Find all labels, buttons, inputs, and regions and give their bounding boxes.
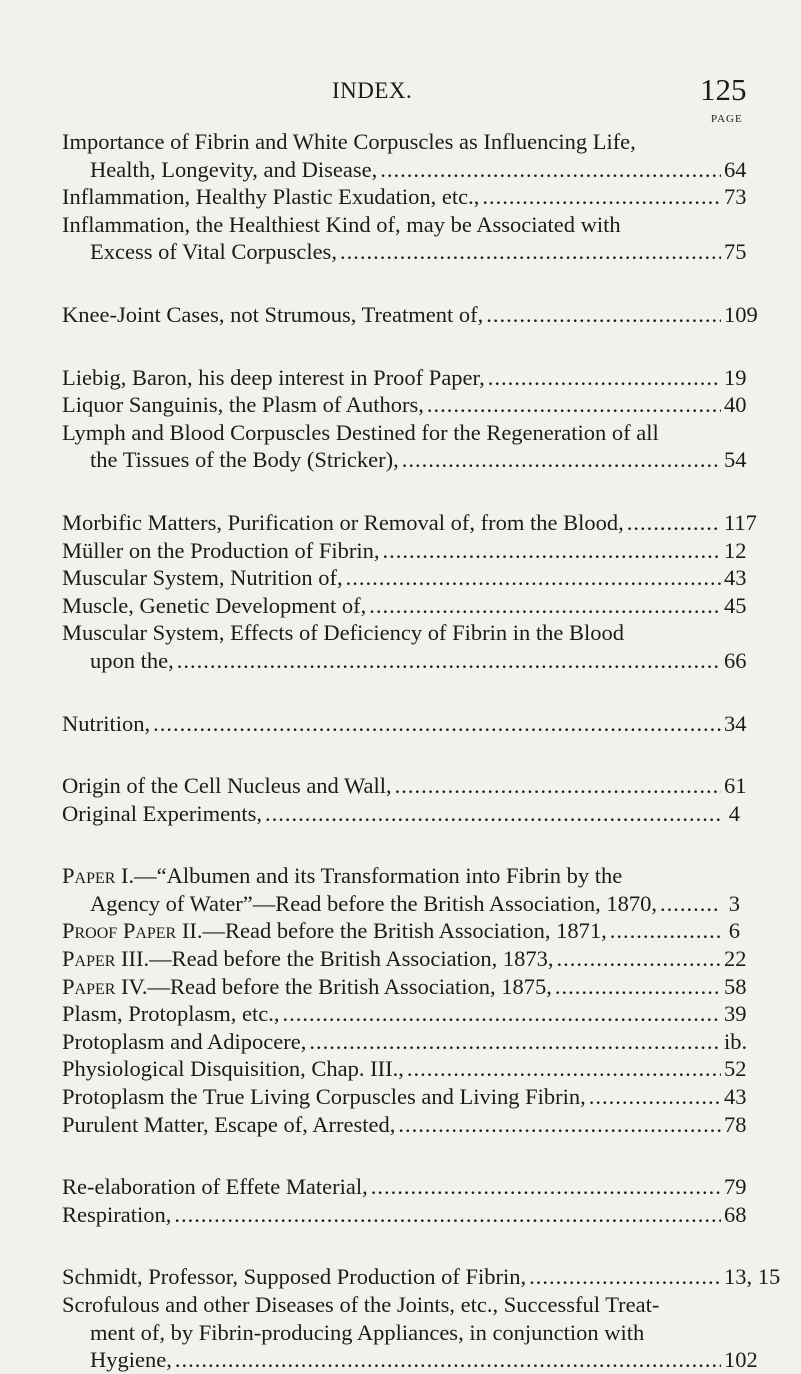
entry-line bbox=[62, 973, 747, 1001]
entry-page-number: 6 bbox=[728, 918, 740, 944]
entry-line bbox=[62, 391, 747, 419]
entry-page-number: 75 bbox=[724, 239, 747, 265]
entry-text: Muscular System, Nutrition of, bbox=[62, 565, 343, 591]
entry-text: Purulent Matter, Escape of, Arrested, bbox=[62, 1111, 396, 1137]
entry-line bbox=[62, 1346, 758, 1374]
entry-line bbox=[62, 772, 747, 800]
dot-leader bbox=[407, 1055, 721, 1083]
header-title: INDEX. bbox=[332, 78, 413, 103]
group-gap bbox=[62, 1138, 740, 1173]
index-entry bbox=[62, 1291, 758, 1374]
entry-line bbox=[62, 537, 747, 565]
entry-text: Liquor Sanguinis, the Plasm of Authors, bbox=[62, 392, 424, 418]
entry-page-number: 3 bbox=[728, 890, 740, 916]
index-entry bbox=[62, 800, 740, 828]
entry-line bbox=[62, 1173, 747, 1201]
entry-text: Respiration, bbox=[62, 1201, 172, 1227]
dot-leader bbox=[346, 564, 721, 592]
entry-page-number: ib. bbox=[724, 1028, 748, 1054]
entry-text: Nutrition, bbox=[62, 710, 151, 736]
entry-line bbox=[62, 156, 747, 184]
group-gap bbox=[62, 737, 740, 772]
group-gap bbox=[62, 827, 740, 862]
entry-text: Paper I.—“Albumen and its Transformation into Fibrin by the bbox=[62, 863, 623, 889]
entry-text: Original Experiments, bbox=[62, 800, 262, 826]
entry-line bbox=[62, 1028, 748, 1056]
entry-text: Protoplasm and Adipocere, bbox=[62, 1028, 307, 1054]
entry-line bbox=[62, 1319, 740, 1347]
dot-leader bbox=[174, 1201, 721, 1229]
index-entry bbox=[62, 1000, 747, 1028]
index-entry bbox=[62, 1111, 747, 1139]
entry-text: Knee-Joint Cases, not Strumous, Treatment of, bbox=[62, 301, 484, 327]
entry-page-number: 102 bbox=[724, 1347, 758, 1373]
entry-text: Müller on the Production of Fibrin, bbox=[62, 537, 380, 563]
dot-leader bbox=[309, 1028, 721, 1056]
index-group bbox=[62, 509, 757, 675]
index-group bbox=[62, 128, 747, 266]
entry-text: Protoplasm the True Living Corpuscles and Living Fibrin, bbox=[62, 1084, 586, 1110]
entry-page-number: 68 bbox=[724, 1201, 747, 1227]
dot-leader bbox=[589, 1083, 721, 1111]
entry-line bbox=[62, 1083, 747, 1111]
dot-leader bbox=[265, 800, 721, 828]
entry-line bbox=[62, 1111, 747, 1139]
dot-leader bbox=[627, 509, 721, 537]
entry-line bbox=[62, 592, 747, 620]
index-entry bbox=[62, 1173, 747, 1201]
group-gap bbox=[62, 675, 740, 710]
entry-line bbox=[62, 128, 740, 156]
entry-line bbox=[62, 509, 757, 537]
index-entry bbox=[62, 1263, 781, 1291]
dot-leader bbox=[488, 364, 721, 392]
entry-page-number: 66 bbox=[724, 647, 747, 673]
entry-page-number: 45 bbox=[724, 592, 747, 618]
dot-leader bbox=[398, 1111, 721, 1139]
entry-text: Paper III.—Read before the British Association, 1873, bbox=[62, 946, 554, 972]
entry-page-number: 4 bbox=[728, 800, 740, 826]
entry-line bbox=[62, 564, 747, 592]
entry-text: Paper IV.—Read before the British Association, 1875, bbox=[62, 973, 552, 999]
dot-leader bbox=[283, 1000, 722, 1028]
entry-line bbox=[62, 1055, 747, 1083]
entry-page-number: 19 bbox=[724, 364, 747, 390]
entry-page-number: 109 bbox=[724, 301, 758, 327]
entry-line bbox=[62, 301, 758, 329]
entry-line bbox=[62, 419, 740, 447]
index-group bbox=[62, 772, 747, 827]
dot-leader bbox=[610, 917, 721, 945]
dot-leader bbox=[175, 1346, 721, 1374]
index-entry bbox=[62, 973, 747, 1001]
entry-page-number: 73 bbox=[724, 184, 747, 210]
entry-text: upon the, bbox=[90, 647, 174, 673]
dot-leader bbox=[380, 156, 721, 184]
entry-page-number: 54 bbox=[724, 447, 747, 473]
index-entry bbox=[62, 564, 747, 592]
index-entry bbox=[62, 1201, 747, 1229]
entry-page-number: 61 bbox=[724, 773, 747, 799]
index-entry bbox=[62, 419, 747, 474]
entry-text: Inflammation, the Healthiest Kind of, may be Associated with bbox=[62, 211, 621, 237]
entry-text: Importance of Fibrin and White Corpuscles as Influencing Life, bbox=[62, 129, 636, 154]
entry-page-number: 34 bbox=[724, 710, 747, 736]
index-entry bbox=[62, 509, 757, 537]
entry-page-number: 40 bbox=[724, 392, 747, 418]
index-entry bbox=[62, 1028, 748, 1056]
entry-text: Muscular System, Effects of Deficiency of Fibrin in the Blood bbox=[62, 620, 624, 646]
index-group bbox=[62, 1173, 747, 1228]
group-gap bbox=[62, 474, 740, 509]
dot-leader bbox=[427, 391, 721, 419]
entry-text: Scrofulous and other Diseases of the Joints, etc., Successful Treat- bbox=[62, 1292, 660, 1317]
index-entry bbox=[62, 128, 747, 183]
entry-text: Origin of the Cell Nucleus and Wall, bbox=[62, 773, 392, 799]
entry-line bbox=[62, 800, 740, 828]
index-entry bbox=[62, 619, 747, 674]
entry-line bbox=[62, 862, 740, 890]
dot-leader bbox=[340, 238, 721, 266]
page-column-label: PAGE bbox=[711, 113, 743, 125]
running-header bbox=[0, 72, 801, 110]
entry-line bbox=[62, 446, 747, 474]
index-entry bbox=[62, 917, 740, 945]
group-gap bbox=[62, 329, 740, 364]
entry-line bbox=[62, 183, 747, 211]
entry-page-number: 13, 15 bbox=[724, 1264, 781, 1290]
entry-text: Excess of Vital Corpuscles, bbox=[90, 239, 337, 265]
dot-leader bbox=[153, 710, 721, 738]
index-entry bbox=[62, 710, 747, 738]
index-entry bbox=[62, 537, 747, 565]
entry-line bbox=[62, 1000, 747, 1028]
entry-text: Lymph and Blood Corpuscles Destined for the Regeneration of all bbox=[62, 419, 659, 445]
dot-leader bbox=[482, 183, 721, 211]
dot-leader bbox=[555, 973, 721, 1001]
entry-text: Morbific Matters, Purification or Removal of, from the Blood, bbox=[62, 509, 624, 535]
entry-text: Hygiene, bbox=[90, 1347, 172, 1373]
dot-leader bbox=[382, 537, 721, 565]
entry-text: ment of, by Fibrin-producing Appliances, in conjunction with bbox=[90, 1319, 645, 1345]
entry-line bbox=[62, 364, 747, 392]
entry-page-number: 58 bbox=[724, 973, 747, 999]
index-entry bbox=[62, 301, 758, 329]
dot-leader bbox=[556, 945, 721, 973]
entry-line bbox=[62, 890, 740, 918]
group-gap bbox=[62, 266, 740, 301]
entry-text: Inflammation, Healthy Plastic Exudation, etc., bbox=[62, 184, 480, 210]
entry-line bbox=[62, 945, 747, 973]
entry-text: Muscle, Genetic Development of, bbox=[62, 592, 367, 618]
entry-text: Re-elaboration of Effete Material, bbox=[62, 1174, 368, 1200]
index-group bbox=[62, 710, 747, 738]
entry-page-number: 22 bbox=[724, 946, 747, 972]
dot-leader bbox=[177, 647, 721, 675]
header-page-number: 125 bbox=[700, 72, 747, 107]
dot-leader bbox=[371, 1173, 721, 1201]
entry-text: Physiological Disquisition, Chap. III., bbox=[62, 1056, 404, 1082]
index-group bbox=[62, 364, 747, 474]
index-group bbox=[62, 301, 758, 329]
entry-page-number: 39 bbox=[724, 1001, 747, 1027]
index-entry bbox=[62, 945, 747, 973]
entry-page-number: 43 bbox=[724, 1084, 747, 1110]
index-group bbox=[62, 1263, 781, 1373]
entry-line bbox=[62, 211, 740, 239]
entry-text: Plasm, Protoplasm, etc., bbox=[62, 1001, 280, 1027]
entry-text: Agency of Water”—Read before the British Association, 1870, bbox=[90, 890, 658, 916]
entry-page-number: 117 bbox=[724, 509, 757, 535]
entry-page-number: 52 bbox=[724, 1056, 747, 1082]
index-entry bbox=[62, 183, 747, 211]
entry-line bbox=[62, 1263, 781, 1291]
dot-leader bbox=[486, 301, 721, 329]
entry-page-number: 43 bbox=[724, 565, 747, 591]
index-group bbox=[62, 862, 748, 1138]
entry-line bbox=[62, 238, 747, 266]
entry-line bbox=[62, 619, 740, 647]
entry-line bbox=[62, 710, 747, 738]
entry-page-number: 64 bbox=[724, 156, 747, 182]
dot-leader bbox=[369, 592, 721, 620]
index-entry bbox=[62, 592, 747, 620]
index-entry bbox=[62, 364, 747, 392]
entry-line bbox=[62, 917, 740, 945]
entry-line bbox=[62, 647, 747, 675]
entry-page-number: 79 bbox=[724, 1174, 747, 1200]
entry-page-number: 12 bbox=[724, 537, 747, 563]
dot-leader bbox=[402, 446, 721, 474]
group-gap bbox=[62, 1228, 740, 1263]
index-entry bbox=[62, 1055, 747, 1083]
entry-text: Health, Longevity, and Disease, bbox=[90, 156, 378, 182]
index-entry bbox=[62, 391, 747, 419]
index-entry bbox=[62, 772, 747, 800]
entry-text: the Tissues of the Body (Stricker), bbox=[90, 447, 399, 473]
index-entry bbox=[62, 1083, 747, 1111]
index-list bbox=[62, 128, 781, 1374]
entry-text: Schmidt, Professor, Supposed Production of Fibrin, bbox=[62, 1264, 527, 1290]
entry-text: Proof Paper II.—Read before the British Association, 1871, bbox=[62, 918, 607, 944]
index-entry bbox=[62, 862, 740, 917]
index-entry bbox=[62, 211, 747, 266]
dot-leader bbox=[395, 772, 721, 800]
dot-leader bbox=[529, 1263, 721, 1291]
entry-text: Liebig, Baron, his deep interest in Proof Paper, bbox=[62, 364, 485, 390]
entry-line bbox=[62, 1291, 740, 1319]
entry-line bbox=[62, 1201, 747, 1229]
dot-leader bbox=[660, 890, 721, 918]
entry-page-number: 78 bbox=[724, 1111, 747, 1137]
